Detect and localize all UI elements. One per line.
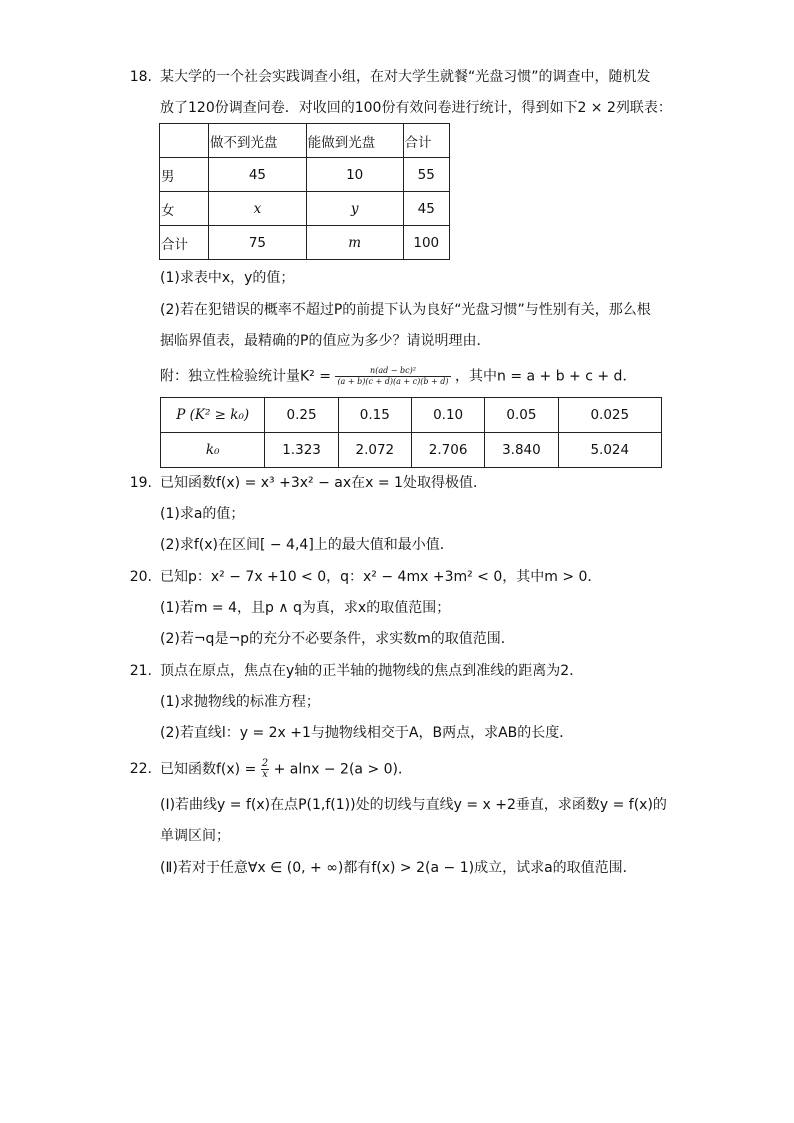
table-cell: [160, 124, 209, 158]
fraction-numerator: 2: [261, 758, 269, 769]
q18-sub2-line1: (2)若在犯错误的概率不超过P的前提下认为良好“光盘习惯”与性别有关，那么根: [160, 302, 651, 318]
fraction-denominator: x: [262, 769, 268, 780]
table-cell: 45: [403, 192, 449, 226]
q22-stem: [160, 759, 412, 780]
q18-sub1: (1)求表中x，y的值；: [160, 270, 295, 286]
table-row-label: 合计: [160, 226, 209, 260]
q20-sub2: (2)若¬q是¬p的充分不必要条件，求实数m的取值范围．: [160, 631, 515, 647]
q20-sub1: (1)若m = 4，且p ∧ q为真，求x的取值范围；: [160, 600, 451, 616]
table-row: [161, 433, 662, 468]
table-cell: y: [306, 192, 403, 226]
table-cell: 0.10: [411, 398, 484, 433]
table-cell: 100: [403, 226, 449, 260]
q20-stem: 已知p：x² − 7x +10 < 0，q：x² − 4mx +3m² < 0，其中m > 0．: [160, 569, 602, 585]
table-cell: 2.072: [338, 433, 411, 468]
table-cell: 0.25: [265, 398, 338, 433]
table-cell: 2.706: [411, 433, 484, 468]
q22-number: 22.: [129, 761, 152, 777]
table-row-label: k₀: [161, 433, 265, 468]
table-cell: 0.15: [338, 398, 411, 433]
q19-sub2: (2)求f(x)在区间[ − 4,4]上的最大值和最小值．: [160, 537, 454, 553]
q19-stem: 已知函数f(x) = x³ +3x² − ax在x = 1处取得极值．: [160, 475, 487, 491]
q21-number: 21.: [129, 663, 152, 679]
q22-sub1-line2: 单调区间；: [160, 828, 230, 844]
q18-stem-line2: 放了120份调查问卷．对收回的100份有效问卷进行统计，得到如下2 × 2列联表：: [160, 100, 672, 116]
table-row: [160, 226, 450, 260]
table-cell: x: [209, 192, 307, 226]
table-row: [160, 158, 450, 192]
critical-value-table: [160, 397, 662, 468]
table-row: [160, 192, 450, 226]
q20-number: 20.: [129, 569, 152, 585]
table-cell: 45: [209, 158, 307, 192]
formula-denominator: (a + b)(c + d)(a + c)(b + d): [337, 377, 449, 386]
table-row: [161, 398, 662, 433]
appendix-suffix: ，其中n = a + b + c + d．: [455, 368, 637, 385]
q22-fraction: [261, 759, 269, 780]
q19-sub1: (1)求a的值；: [160, 506, 245, 522]
q18-appendix: [160, 366, 636, 387]
table-cell: 10: [306, 158, 403, 192]
q21-sub2: (2)若直线l：y = 2x +1与抛物线相交于A，B两点，求AB的长度．: [160, 725, 574, 741]
q18-sub2-line2: 据临界值表，最精确的P的值应为多少？请说明理由．: [160, 333, 491, 349]
contingency-table: [159, 123, 450, 260]
q22-sub1-line1: (Ⅰ)若曲线y = f(x)在点P(1,f(1))处的切线与直线y = x +2垂直，求函数y = f(x)的: [160, 797, 667, 813]
table-cell: 1.323: [265, 433, 338, 468]
q21-stem: 顶点在原点，焦点在y轴的正半轴的抛物线的焦点到准线的距离为2．: [160, 663, 584, 679]
q22-sub2: (Ⅱ)若对于任意∀x ∈ (0, + ∞)都有f(x) > 2(a − 1)成立，试求a的取值范围．: [160, 860, 637, 876]
table-cell: m: [306, 226, 403, 260]
table-header: 能做到光盘: [306, 124, 403, 158]
table-row-label: 男: [160, 158, 209, 192]
formula-numerator: n(ad − bc)²: [335, 366, 450, 377]
q22-stem-prefix: 已知函数f(x) =: [160, 761, 257, 778]
q19-number: 19.: [129, 475, 152, 491]
table-row: [160, 124, 450, 158]
table-header: 合计: [403, 124, 449, 158]
table-cell: 0.025: [558, 398, 661, 433]
table-cell: 75: [209, 226, 307, 260]
table-cell: 5.024: [558, 433, 661, 468]
table-cell: 55: [403, 158, 449, 192]
q21-sub1: (1)求抛物线的标准方程；: [160, 694, 320, 710]
q22-stem-suffix: + alnx − 2(a > 0)．: [273, 761, 412, 778]
table-cell: 0.05: [485, 398, 558, 433]
table-header: 做不到光盘: [209, 124, 307, 158]
q18-number: 18.: [129, 69, 152, 85]
table-row-label: P (K² ≥ k₀): [161, 398, 265, 433]
q18-stem-line1: 某大学的一个社会实践调查小组，在对大学生就餐“光盘习惯”的调查中，随机发: [160, 69, 651, 85]
table-row-label: 女: [160, 192, 209, 226]
chi-square-formula: [335, 366, 450, 387]
table-cell: 3.840: [485, 433, 558, 468]
appendix-prefix: 附：独立性检验统计量K² =: [160, 368, 331, 385]
